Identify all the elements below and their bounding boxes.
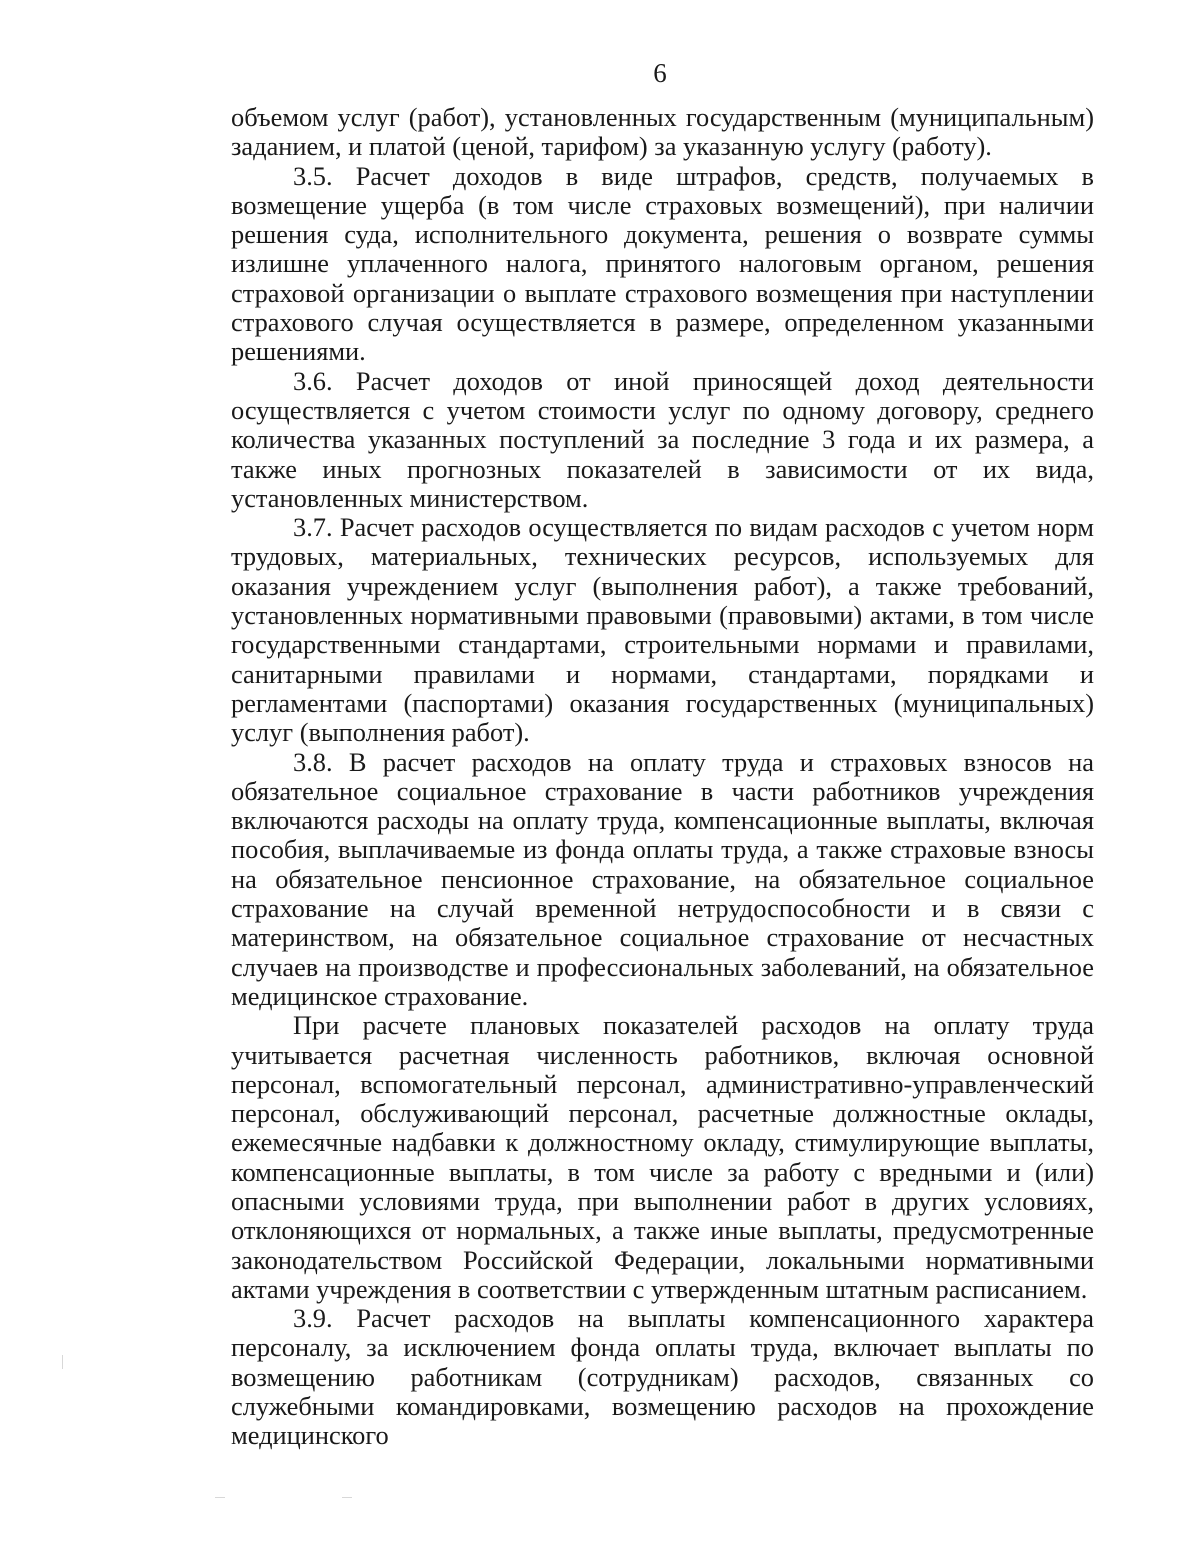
paragraph-3-7: 3.7. Расчет расходов осуществляется по видам расходов с учетом норм трудовых, материальных, технических ресурсов, используемых для оказания учреждением услуг (выполнения работ), а также требований, установленных нормативными правовыми (правовыми) актами, в том числе государственными стандартами, строительными нормами и правилами, санитарными правилами и нормами, стандартами, порядками и регламентами (паспортами) оказания государственных (муниципальных) услуг (выполнения работ). [231,512,1094,748]
scan-artifact-mark [215,1497,225,1498]
page-number: 6 [653,58,667,88]
paragraph-3-5: 3.5. Расчет доходов в виде штрафов, средств, получаемых в возмещение ущерба (в том числе страховых возмещений), при наличии решения суда, исполнительного документа, решения о возврате суммы излишне уплаченного налога, принятого налоговым органом, решения страховой организации о выплате страхового возмещения при наступлении страхового случая осуществляется в размере, определенном указанными решениями. [231,160,1094,367]
scan-artifact-mark [342,1497,352,1498]
paragraph-3-6: 3.6. Расчет доходов от иной приносящей доход деятельности осуществляется с учетом стоимости услуг по одному договору, среднего количества указанных поступлений за последние 3 года и их размера, а также иных прогнозных показателей в зависимости от их вида, установленных министерством. [231,365,1094,513]
paragraph-3-8: 3.8. В расчет расходов на оплату труда и страховых взносов на обязательное социальное страхование в части работников учреждения включаются расходы на оплату труда, компенсационные выплаты, включая пособия, выплачиваемые из фонда оплаты труда, а также страховые взносы на обязательное пенсионное страхование, на обязательное социальное страхование на случай временной нетрудоспособности и в связи с материнством, на обязательное социальное страхование от несчастных случаев на производстве и профессиональных заболеваний, на обязательное медицинское страхование. [231,746,1094,1011]
paragraph-payroll-planning: При расчете плановых показателей расходов на оплату труда учитывается расчетная численность работников, включая основной персонал, вспомогательный персонал, административно-управленческий персонал, обслуживающий персонал, расчетные должностные оклады, ежемесячные надбавки к должностному окладу, стимулирующие выплаты, компенсационные выплаты, в том числе за работу с вредными и (или) опасными условиями труда, при выполнении работ в других условиях, отклоняющихся от нормальных, а также иные выплаты, предусмотренные законодательством Российской Федерации, локальными нормативными актами учреждения в соответствии с утвержденным штатным расписанием. [231,1010,1094,1304]
document-body [231,103,1094,1451]
paragraph-continuation: объемом услуг (работ), установленных государственным (муниципальным) заданием, и платой (ценой, тарифом) за указанную услугу (работу). [231,102,1094,162]
scan-artifact-mark [62,1355,63,1369]
paragraph-3-9: 3.9. Расчет расходов на выплаты компенсационного характера персоналу, за исключением фонда оплаты труда, включает выплаты по возмещению работникам (сотрудникам) расходов, связанных со служебными командировками, возмещению расходов на прохождение медицинского [231,1303,1094,1451]
